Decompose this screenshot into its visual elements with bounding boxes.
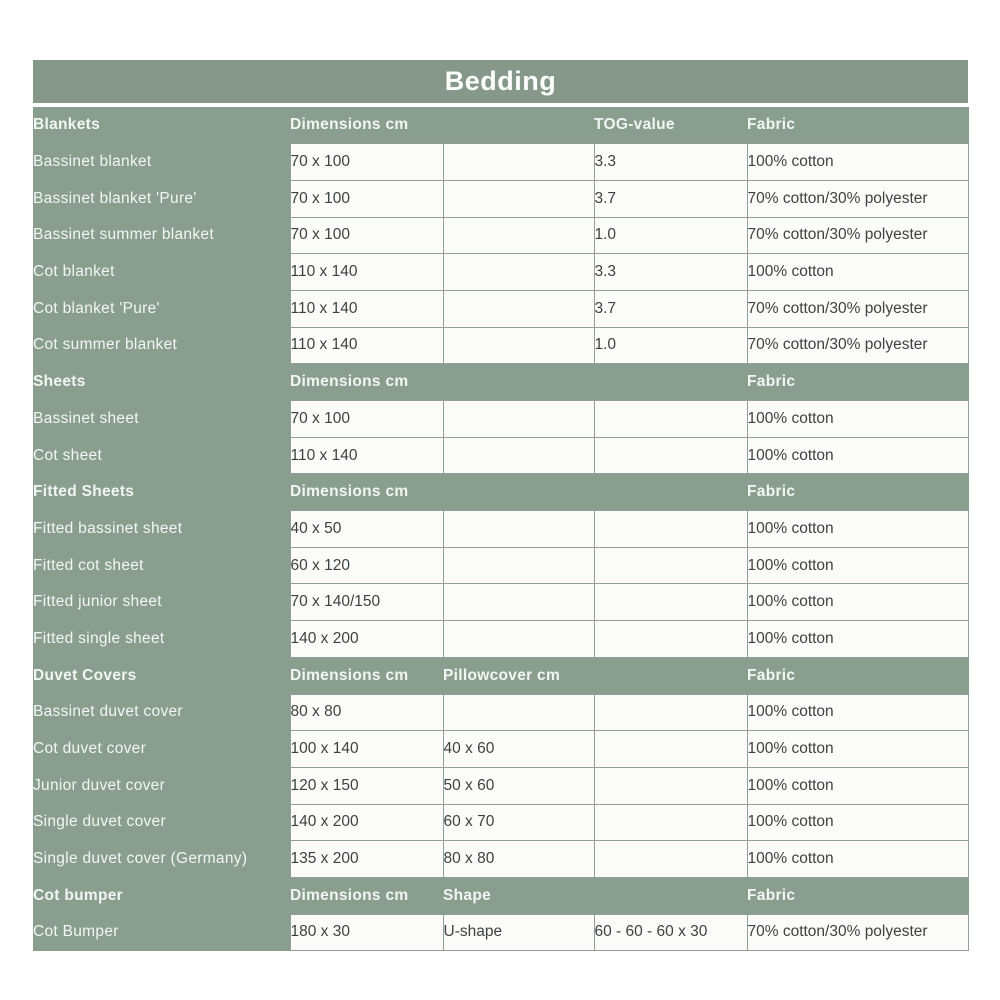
value-cell	[594, 401, 747, 438]
value-cell: 3.3	[594, 254, 747, 291]
value-cell	[443, 180, 594, 217]
value-cell: 135 x 200	[290, 841, 443, 878]
value-cell	[594, 841, 747, 878]
value-cell	[443, 327, 594, 364]
value-cell: 40 x 60	[443, 731, 594, 768]
column-header	[594, 657, 747, 694]
value-cell	[594, 437, 747, 474]
value-cell	[594, 584, 747, 621]
value-cell: 70% cotton/30% polyester	[747, 914, 968, 951]
value-cell	[443, 437, 594, 474]
value-cell	[443, 511, 594, 548]
column-header: Fabric	[747, 483, 796, 501]
value-cell: 180 x 30	[290, 914, 443, 951]
value-cell: 100% cotton	[747, 144, 968, 181]
item-name: Cot duvet cover	[33, 740, 147, 758]
item-name: Cot sheet	[33, 446, 103, 464]
table-row	[33, 254, 968, 291]
item-name: Cot blanket 'Pure'	[33, 299, 160, 317]
column-header: Pillowcover cm	[443, 666, 561, 684]
value-cell	[443, 694, 594, 731]
bedding-table-body	[33, 107, 968, 951]
value-cell: 1.0	[594, 327, 747, 364]
section-header-row	[33, 107, 968, 144]
bedding-table-container	[33, 60, 968, 951]
value-cell: 70 x 100	[290, 180, 443, 217]
value-cell: 100% cotton	[747, 511, 968, 548]
value-cell: 70 x 140/150	[290, 584, 443, 621]
value-cell: 100% cotton	[747, 437, 968, 474]
item-name: Fitted junior sheet	[33, 593, 162, 611]
column-header: Fabric	[747, 886, 796, 904]
item-name: Bassinet blanket	[33, 153, 152, 171]
table-row	[33, 290, 968, 327]
column-header: Dimensions cm	[290, 373, 409, 391]
table-row	[33, 401, 968, 438]
value-cell	[443, 621, 594, 658]
value-cell: 110 x 140	[290, 437, 443, 474]
value-cell: 120 x 150	[290, 767, 443, 804]
value-cell: 100% cotton	[747, 584, 968, 621]
value-cell: 110 x 140	[290, 327, 443, 364]
value-cell: 80 x 80	[443, 841, 594, 878]
value-cell: 60 x 70	[443, 804, 594, 841]
value-cell: 100% cotton	[747, 804, 968, 841]
value-cell: 3.7	[594, 290, 747, 327]
table-row	[33, 180, 968, 217]
value-cell: 100% cotton	[747, 841, 968, 878]
table-row	[33, 841, 968, 878]
table-row	[33, 914, 968, 951]
column-header: Fabric	[747, 666, 796, 684]
item-name: Fitted single sheet	[33, 629, 165, 647]
section-header-row	[33, 474, 968, 511]
item-name: Fitted bassinet sheet	[33, 519, 183, 537]
section-title: Blankets	[33, 116, 101, 134]
value-cell: 70 x 100	[290, 144, 443, 181]
value-cell: 100% cotton	[747, 254, 968, 291]
table-row	[33, 511, 968, 548]
table-row	[33, 694, 968, 731]
value-cell: 3.7	[594, 180, 747, 217]
value-cell	[594, 547, 747, 584]
value-cell: U-shape	[443, 914, 594, 951]
table-row	[33, 327, 968, 364]
table-row	[33, 217, 968, 254]
page-title: Bedding	[33, 60, 968, 103]
value-cell	[443, 290, 594, 327]
section-header-row	[33, 657, 968, 694]
value-cell: 40 x 50	[290, 511, 443, 548]
value-cell: 110 x 140	[290, 290, 443, 327]
column-header	[594, 364, 747, 401]
column-header: Shape	[443, 886, 492, 904]
item-name: Cot summer blanket	[33, 336, 178, 354]
column-header	[443, 107, 594, 144]
value-cell	[443, 254, 594, 291]
value-cell: 70% cotton/30% polyester	[747, 217, 968, 254]
value-cell: 70 x 100	[290, 217, 443, 254]
table-row	[33, 437, 968, 474]
table-row	[33, 144, 968, 181]
item-name: Junior duvet cover	[33, 776, 166, 794]
column-header: Dimensions cm	[290, 116, 409, 134]
section-title: Cot bumper	[33, 886, 123, 904]
value-cell: 100% cotton	[747, 731, 968, 768]
value-cell	[594, 804, 747, 841]
column-header: Fabric	[747, 116, 796, 134]
column-header	[594, 877, 747, 914]
column-header: Dimensions cm	[290, 666, 409, 684]
column-header: Fabric	[747, 373, 796, 391]
value-cell: 70 x 100	[290, 401, 443, 438]
value-cell	[594, 511, 747, 548]
column-header	[443, 364, 594, 401]
column-header	[594, 474, 747, 511]
item-name: Cot Bumper	[33, 923, 119, 941]
item-name: Bassinet summer blanket	[33, 226, 214, 244]
value-cell: 1.0	[594, 217, 747, 254]
value-cell	[594, 694, 747, 731]
item-name: Bassinet sheet	[33, 409, 139, 427]
value-cell: 80 x 80	[290, 694, 443, 731]
table-row	[33, 621, 968, 658]
value-cell: 70% cotton/30% polyester	[747, 327, 968, 364]
value-cell: 60 x 120	[290, 547, 443, 584]
column-header: TOG-value	[594, 116, 675, 134]
table-row	[33, 547, 968, 584]
value-cell	[443, 401, 594, 438]
column-header: Dimensions cm	[290, 483, 409, 501]
value-cell: 50 x 60	[443, 767, 594, 804]
section-title: Duvet Covers	[33, 666, 137, 684]
value-cell	[443, 144, 594, 181]
section-header-row	[33, 877, 968, 914]
value-cell: 110 x 140	[290, 254, 443, 291]
value-cell: 100% cotton	[747, 767, 968, 804]
value-cell: 140 x 200	[290, 804, 443, 841]
item-name: Bassinet duvet cover	[33, 703, 183, 721]
value-cell: 70% cotton/30% polyester	[747, 290, 968, 327]
item-name: Single duvet cover (Germany)	[33, 850, 248, 868]
item-name: Bassinet blanket 'Pure'	[33, 189, 197, 207]
value-cell: 3.3	[594, 144, 747, 181]
table-row	[33, 767, 968, 804]
value-cell: 100% cotton	[747, 621, 968, 658]
table-row	[33, 804, 968, 841]
value-cell	[594, 731, 747, 768]
item-name: Fitted cot sheet	[33, 556, 144, 574]
value-cell: 140 x 200	[290, 621, 443, 658]
value-cell: 100% cotton	[747, 401, 968, 438]
bedding-table	[33, 107, 969, 951]
section-title: Fitted Sheets	[33, 483, 135, 501]
value-cell	[443, 547, 594, 584]
value-cell: 70% cotton/30% polyester	[747, 180, 968, 217]
table-row	[33, 731, 968, 768]
item-name: Single duvet cover	[33, 813, 166, 831]
value-cell	[443, 584, 594, 621]
section-header-row	[33, 364, 968, 401]
value-cell: 60 - 60 - 60 x 30	[594, 914, 747, 951]
value-cell: 100% cotton	[747, 694, 968, 731]
value-cell: 100% cotton	[747, 547, 968, 584]
column-header	[443, 474, 594, 511]
item-name: Cot blanket	[33, 263, 115, 281]
value-cell	[443, 217, 594, 254]
value-cell	[594, 621, 747, 658]
table-row	[33, 584, 968, 621]
value-cell	[594, 767, 747, 804]
column-header: Dimensions cm	[290, 886, 409, 904]
value-cell: 100 x 140	[290, 731, 443, 768]
section-title: Sheets	[33, 373, 86, 391]
